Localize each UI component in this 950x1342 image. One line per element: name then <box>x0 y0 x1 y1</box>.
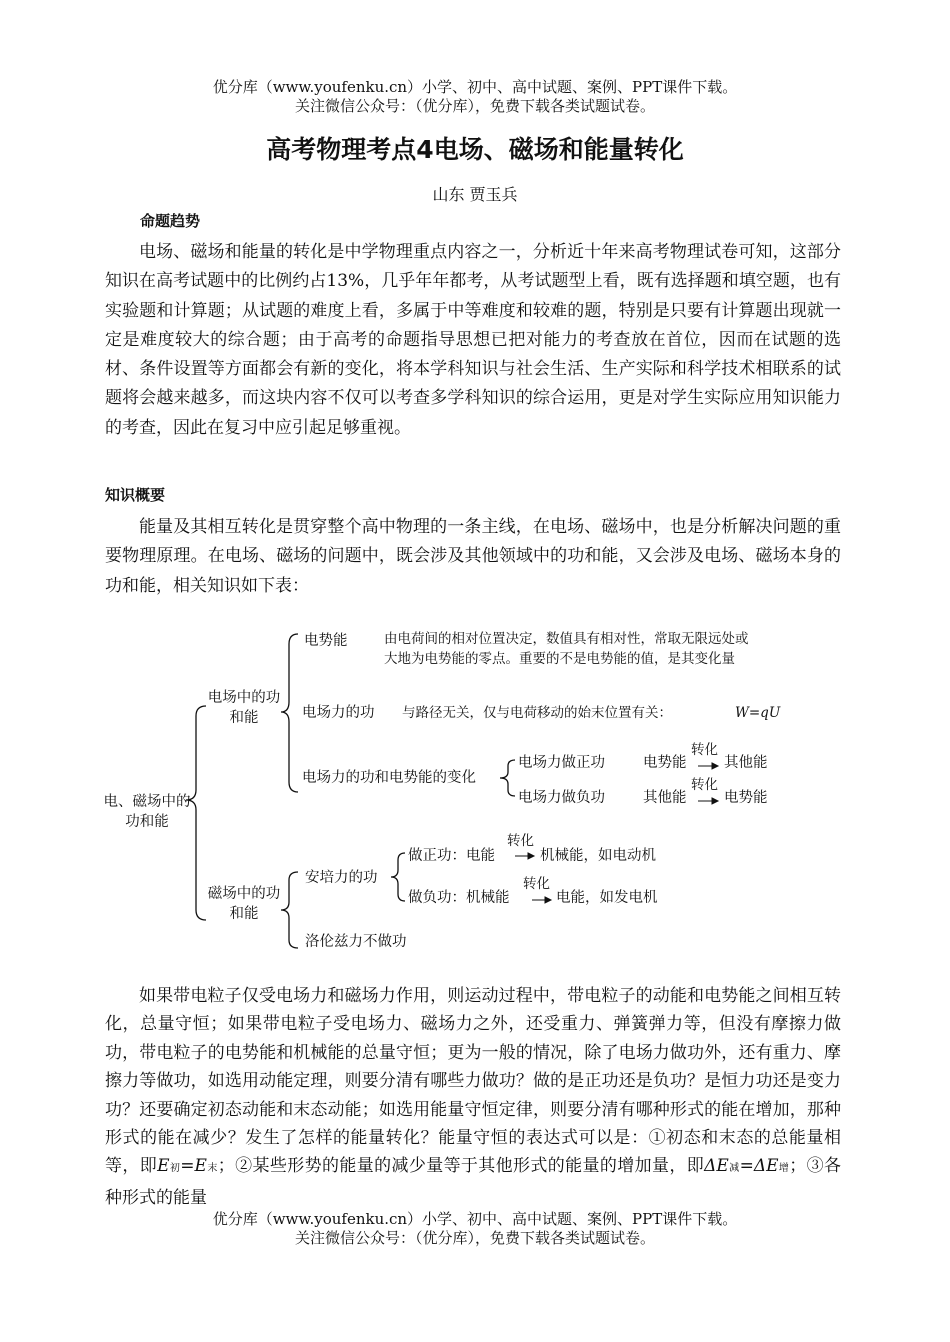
footer-line-1: 优分库（www.youfenku.cn）小学、初中、高中试题、案例、PPT课件下载。 <box>212 1210 738 1228</box>
arrow-label-1: 转化 <box>691 742 718 758</box>
negative-to: 电势能 <box>724 790 768 806</box>
ampere-label: 安培力的功 <box>305 870 378 886</box>
eq2-delta-1: ΔE <box>704 1156 729 1177</box>
arrow-head-4 <box>545 897 551 903</box>
section-heading-trend: 命题趋势 <box>140 212 201 230</box>
negative-work-label: 电场力做负功 <box>518 790 605 806</box>
paragraph-trend: 电场、磁场和能量的转化是中学物理重点内容之一，分析近十年来高考物理试卷可知，这部分知识在高考试题中的比例约占13%，几乎年年都考，从考试题型上看，既有选择题和填空题，也有实验题和计算题；从试题的难度上看，多属于中等难度和较难的题，特别是只要有计算题出现就一定是难度较大的综合题；由于高考的命题指导思想已把对能力的考查放在首位，因而在试题的选材、条件设置等方面都会有新的变化，将本学科知识与社会生活、生产实际和科学技术相联系的试题将会越来越多，而这块内容不仅可以考查多学科知识的综合运用，更是对学生实际应用知识能力的考查，因此在复习中应引起足够重视。 <box>105 242 841 438</box>
eq1-E2: E <box>194 1156 207 1177</box>
ampere-brace <box>391 853 405 901</box>
arrow-head-2 <box>712 798 718 804</box>
electric-brace <box>281 634 298 792</box>
arrow-label-2: 转化 <box>691 777 718 793</box>
header-line-2: 关注微信公众号：（优分库），免费下载各类试题试卷。 <box>294 97 655 115</box>
arrow-label-4: 转化 <box>523 876 550 892</box>
potential-energy-desc-2: 大地为电势能的零点。重要的不是电势能的值，是其变化量 <box>384 651 735 667</box>
paragraph-energy-main: 如果带电粒子仅受电场力和磁场力作用，则运动过程中，带电粒子的动能和电势能之间相互转化，总量守恒；如果带电粒子受电场力、磁场力之外，还受重力、弹簧弹力等，但没有摩擦力做功，带电粒子的电势能和机械能的总量守恒；更为一般的情况，除了电场力做功外，还有重力、摩擦力等做功，如选用动能定理，则要分清有哪些力做功？做的是正功还是负功？是恒力功还是变力功？还要确定初态动能和末态动能；如选用能量守恒定律，则要分清有哪种形式的能在增加，那种形式的能在减少？发生了怎样的能量转化？能量守恒的表达式可以是：①初态和末态的总能量相等，即 <box>105 986 841 1177</box>
paragraph-overview: 能量及其相互转化是贯穿整个高中物理的一条主线，在电场、磁场中，也是分析解决问题的重要物理原理。在电场、磁场的问题中，既会涉及其他领域中的功和能，又会涉及电场、磁场本身的功和能，相关知识如下表： <box>105 517 841 596</box>
ampere-negative: 做负功：机械能 <box>408 890 510 906</box>
change-brace <box>500 760 515 796</box>
potential-energy-label: 电势能 <box>304 633 348 649</box>
eq2-equals: = <box>739 1156 754 1177</box>
eq1-sub-initial: 初 <box>169 1163 181 1175</box>
positive-work-label: 电场力做正功 <box>518 755 605 771</box>
eq2-sub-increase: 增 <box>778 1163 790 1175</box>
force-work-label: 电场力的功 <box>302 705 375 721</box>
ampere-positive: 做正功：电能 <box>408 848 495 864</box>
magnetic-label: 磁场中的功和能 <box>207 886 281 922</box>
ampere-positive-to: 机械能，如电动机 <box>540 848 656 864</box>
positive-to: 其他能 <box>724 755 768 771</box>
eq1-E: E <box>157 1156 170 1177</box>
paragraph-energy-tail: ；③各种形式的能量 <box>105 1156 842 1208</box>
header-line-1: 优分库（www.youfenku.cn）小学、初中、高中试题、案例、PPT课件下载。 <box>212 78 738 96</box>
paragraph-energy-mid: ；②某些形势的能量的减少量等于其他形式的能量的增加量，即 <box>217 1156 705 1177</box>
arrow-head-3 <box>528 853 534 859</box>
eq1-sub-final: 末 <box>206 1163 218 1175</box>
ampere-negative-to: 电能，如发电机 <box>556 890 658 906</box>
change-label: 电场力的功和电势能的变化 <box>302 770 476 786</box>
page-title: 高考物理考点4电场、磁场和能量转化 <box>266 135 684 164</box>
force-work-formula: W=qU <box>735 705 781 721</box>
section-heading-overview: 知识概要 <box>105 486 166 504</box>
positive-from: 电势能 <box>643 755 687 771</box>
diagram-root: 电、磁场中的功和能 <box>103 794 191 830</box>
potential-energy-desc-1: 由电荷间的相对位置决定，数值具有相对性，常取无限远处或 <box>384 631 749 647</box>
lorentz-label: 洛伦兹力不做功 <box>305 934 407 950</box>
footer-line-2: 关注微信公众号：（优分库），免费下载各类试题试卷。 <box>294 1229 655 1247</box>
eq1-equals: = <box>180 1156 195 1177</box>
force-work-desc: 与路径无关，仅与电荷移动的始末位置有关： <box>402 705 672 721</box>
electric-label: 电场中的功和能 <box>207 690 281 726</box>
eq2-sub-decrease: 减 <box>728 1163 740 1175</box>
magnetic-brace <box>281 872 298 948</box>
negative-from: 其他能 <box>643 790 687 806</box>
eq2-delta-2: ΔE <box>753 1156 779 1177</box>
author: 山东 贾玉兵 <box>432 185 518 204</box>
arrow-head-1 <box>712 763 718 769</box>
arrow-label-3: 转化 <box>507 833 534 849</box>
paragraph-energy <box>105 982 841 1212</box>
